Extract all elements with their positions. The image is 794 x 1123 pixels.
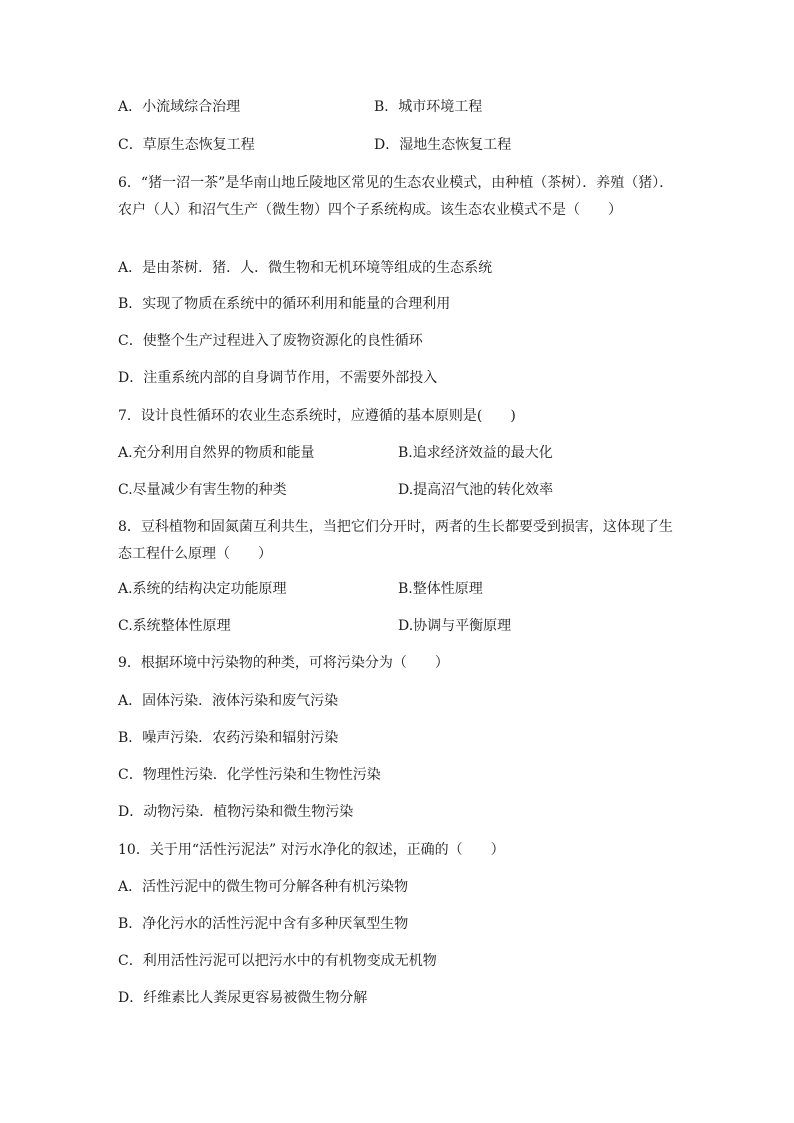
q10-stem: 10．关于用“活性污泥法” 对污水净化的叙述，正确的（ ） bbox=[118, 842, 505, 858]
q10-option-d: D．纤维素比人粪尿更容易被微生物分解 bbox=[118, 990, 368, 1006]
q10-option-b: B．净化污水的活性污泥中含有多种厌氧型生物 bbox=[118, 916, 409, 932]
q7-option-d: D.提高沼气池的转化效率 bbox=[398, 482, 554, 498]
q6-option-d: D．注重系统内部的自身调节作用，不需要外部投入 bbox=[118, 370, 438, 386]
q9-stem: 9．根据环境中污染物的种类，可将污染分为（ ） bbox=[118, 655, 449, 671]
q8-option-b: B.整体性原理 bbox=[398, 581, 483, 597]
q5-option-a: A．小流域综合治理 bbox=[118, 99, 241, 115]
q9-option-c: C．物理性污染．化学性污染和生物性污染 bbox=[118, 767, 381, 783]
q6-option-c: C．使整个生产过程进入了废物资源化的良性循环 bbox=[118, 333, 423, 349]
q10-option-c: C．利用活性污泥可以把污水中的有机物变成无机物 bbox=[118, 953, 437, 969]
q6-option-a: A．是由茶树．猪．人．微生物和无机环境等组成的生态系统 bbox=[118, 260, 493, 276]
q8-stem: 8．豆科植物和固氮菌互利共生，当把它们分开时，两者的生长都要受到损害，这体现了生态工程什么原理（ ） bbox=[118, 519, 673, 562]
q10-option-a: A．活性污泥中的微生物可分解各种有机污染物 bbox=[118, 879, 409, 895]
q9-option-b: B．噪声污染．农药污染和辐射污染 bbox=[118, 730, 339, 746]
q8-option-d: D.协调与平衡原理 bbox=[398, 618, 512, 634]
q5-option-b: B．城市环境工程 bbox=[374, 99, 483, 115]
q7-option-b: B.追求经济效益的最大化 bbox=[398, 445, 553, 461]
q8-option-a: A.系统的结构决定功能原理 bbox=[118, 581, 287, 597]
q9-option-a: A．固体污染．液体污染和废气污染 bbox=[118, 693, 339, 709]
q7-option-a: A.充分利用自然界的物质和能量 bbox=[118, 445, 315, 461]
q6-option-b: B．实现了物质在系统中的循环利用和能量的合理利用 bbox=[118, 296, 451, 312]
q5-option-d: D．湿地生态恢复工程 bbox=[374, 137, 512, 153]
q5-option-c: C．草原生态恢复工程 bbox=[118, 137, 255, 153]
q6-stem: 6．“猪一沼一茶”是华南山地丘陵地区常见的生态农业模式，由种植（茶树）．养殖（猪）． 农户（人）和沼气生产（微生物）四个子系统构成。该生态农业模式不是（ ） bbox=[118, 175, 674, 218]
q7-stem: 7．设计良性循环的农业生态系统时，应遵循的基本原则是( ) bbox=[118, 408, 516, 424]
q9-option-d: D．动物污染．植物污染和微生物污染 bbox=[118, 804, 354, 820]
q8-option-c: C.系统整体性原理 bbox=[118, 618, 231, 634]
q7-option-c: C.尽量减少有害生物的种类 bbox=[118, 482, 287, 498]
